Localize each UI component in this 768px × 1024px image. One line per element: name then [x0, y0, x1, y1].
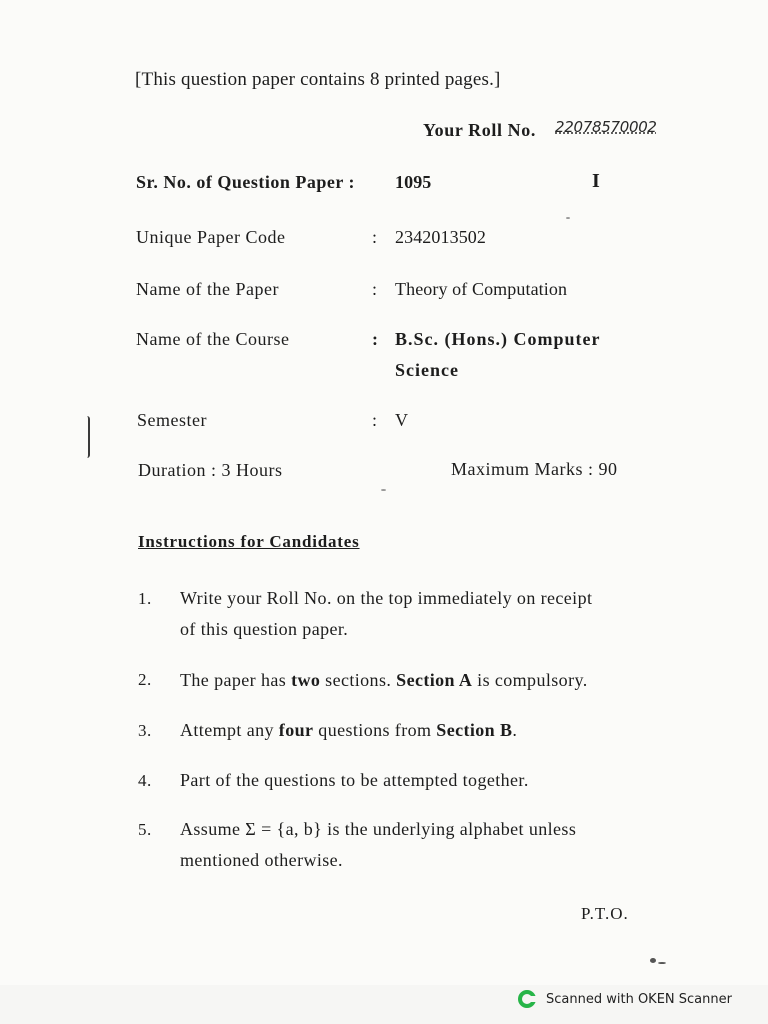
- paper-code-value: 2342013502: [395, 227, 486, 247]
- page-count-note: [This question paper contains 8 printed pages.]: [135, 69, 501, 90]
- scanner-logo-icon: [518, 990, 536, 1008]
- serial-number-value: 1095: [395, 172, 432, 192]
- course-name-label: Name of the Course: [136, 329, 290, 349]
- instruction-text: The paper has two sections. Section A is compulsory.: [180, 670, 588, 690]
- instruction-number: 2.: [138, 670, 152, 689]
- paper-code-colon: :: [372, 227, 378, 247]
- duration-text: Duration : 3 Hours: [138, 460, 283, 480]
- paper-name-value: Theory of Computation: [395, 279, 568, 299]
- ink-speck: [658, 962, 666, 964]
- instruction-text: Write your Roll No. on the top immediately on receipt: [180, 588, 593, 608]
- roll-number-label: Your Roll No.: [423, 120, 536, 140]
- paper-name-label: Name of the Paper: [136, 279, 279, 299]
- instruction-number: 4.: [138, 771, 152, 790]
- instructions-heading: Instructions for Candidates: [138, 532, 360, 551]
- instruction-number: 1.: [138, 589, 152, 608]
- maximum-marks-text: Maximum Marks : 90: [451, 459, 618, 479]
- instruction-text: Assume Σ = {a, b} is the underlying alphabet unless: [180, 819, 577, 839]
- course-name-colon: :: [372, 329, 378, 349]
- instruction-text-continued: mentioned otherwise.: [180, 850, 343, 870]
- paper-code-label: Unique Paper Code: [136, 227, 286, 247]
- margin-bracket-mark: [82, 416, 90, 458]
- paper-name-colon: :: [372, 279, 378, 299]
- course-name-value-line2: Science: [395, 360, 459, 380]
- scanner-watermark: [518, 990, 732, 1008]
- instruction-text-continued: of this question paper.: [180, 619, 349, 639]
- ink-speck: [381, 489, 386, 491]
- instruction-text: Part of the questions to be attempted together.: [180, 770, 529, 790]
- instruction-number: 3.: [138, 721, 152, 740]
- paper-set-marker: I: [592, 170, 600, 192]
- instruction-text: Attempt any four questions from Section B.: [180, 720, 518, 740]
- scanner-watermark-text: Scanned with OKEN Scanner: [546, 991, 732, 1007]
- ink-speck: [650, 958, 656, 963]
- semester-value: V: [395, 410, 409, 430]
- roll-number-handwritten: 22078570002: [555, 118, 657, 136]
- semester-colon: :: [372, 410, 378, 430]
- instruction-number: 5.: [138, 820, 152, 839]
- please-turn-over: P.T.O.: [581, 904, 629, 923]
- course-name-value-line1: B.Sc. (Hons.) Computer: [395, 329, 601, 349]
- serial-number-label: Sr. No. of Question Paper :: [136, 172, 356, 192]
- semester-label: Semester: [137, 410, 207, 430]
- ink-speck: [566, 217, 570, 219]
